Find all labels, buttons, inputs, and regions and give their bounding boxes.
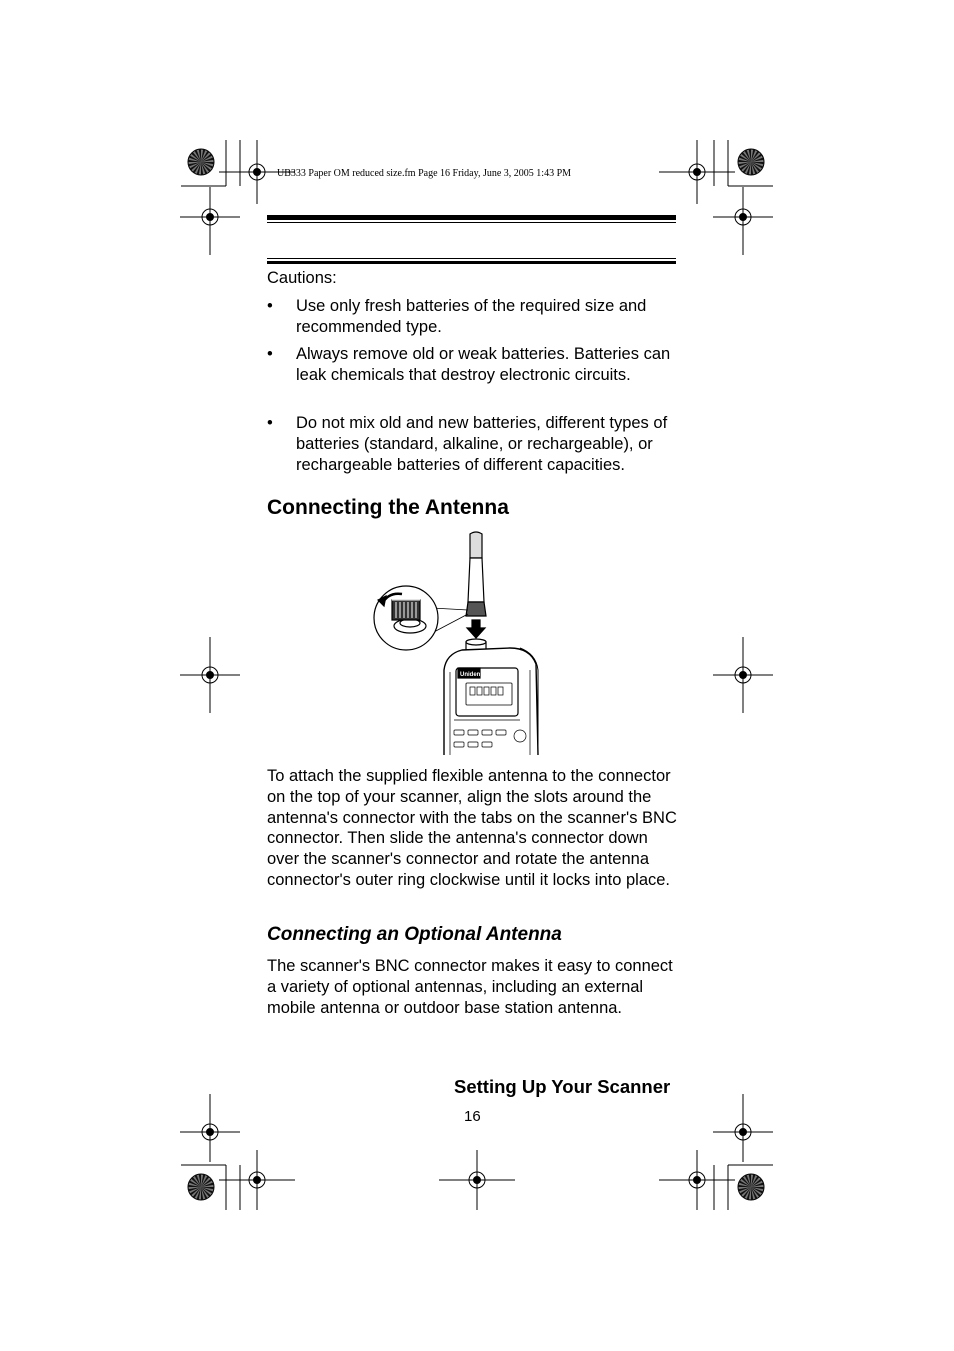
bullet-marker: •	[267, 414, 273, 432]
registration-mark	[180, 187, 240, 255]
scanner-brand-label: Uniden	[460, 672, 481, 678]
registration-mark	[219, 1150, 295, 1210]
star-target	[738, 149, 764, 175]
star-target	[738, 1174, 764, 1200]
bullet-marker: •	[267, 345, 273, 363]
optional-antenna-heading: Connecting an Optional Antenna	[267, 924, 562, 945]
registration-mark	[180, 637, 240, 713]
cautions-title: Cautions:	[267, 269, 337, 287]
page-number: 16	[464, 1108, 481, 1125]
registration-mark	[180, 1094, 240, 1162]
antenna-heading: Connecting the Antenna	[267, 496, 509, 519]
section-rule-thin	[267, 258, 676, 259]
antenna-paragraph: To attach the supplied flexible antenna to the connector on the top of your scanner, align the slots around the antenna's connector with the tabs on the scanner's BNC connector. Then slide the antenna's connector down over the scanner's connector and rotate the antenna connector's outer ring clockwise until it locks into place.	[267, 767, 677, 889]
registration-mark	[659, 1150, 735, 1210]
registration-mark	[659, 140, 735, 204]
optional-antenna-paragraph: The scanner's BNC connector makes it easy to connect a variety of optional antennas, including an external mobile antenna or outdoor base station antenna.	[267, 957, 673, 1017]
bullet-marker: •	[267, 297, 273, 315]
registration-mark	[713, 637, 773, 713]
section-rule-thick	[267, 261, 676, 264]
registration-mark	[439, 1150, 515, 1210]
antenna-illustration	[370, 530, 545, 755]
star-target	[188, 1174, 214, 1200]
header-rule-thin	[267, 222, 676, 223]
registration-mark	[713, 187, 773, 255]
star-target	[188, 149, 214, 175]
header-rule-thick	[267, 215, 676, 220]
registration-mark	[713, 1094, 773, 1162]
caution-text: Always remove old or weak batteries. Batteries can leak chemicals that destroy electronic circuits.	[296, 345, 671, 384]
caution-text: Do not mix old and new batteries, different types of batteries (standard, alkaline, or rechargeable), or rechargeable batteries of different capacities.	[296, 414, 668, 474]
caution-text: Use only fresh batteries of the required size and recommended type.	[296, 297, 647, 336]
section-title: Setting Up Your Scanner	[454, 1076, 671, 1097]
file-slug: UB333 Paper OM reduced size.fm Page 16 Friday, June 3, 2005 1:43 PM	[277, 168, 572, 179]
